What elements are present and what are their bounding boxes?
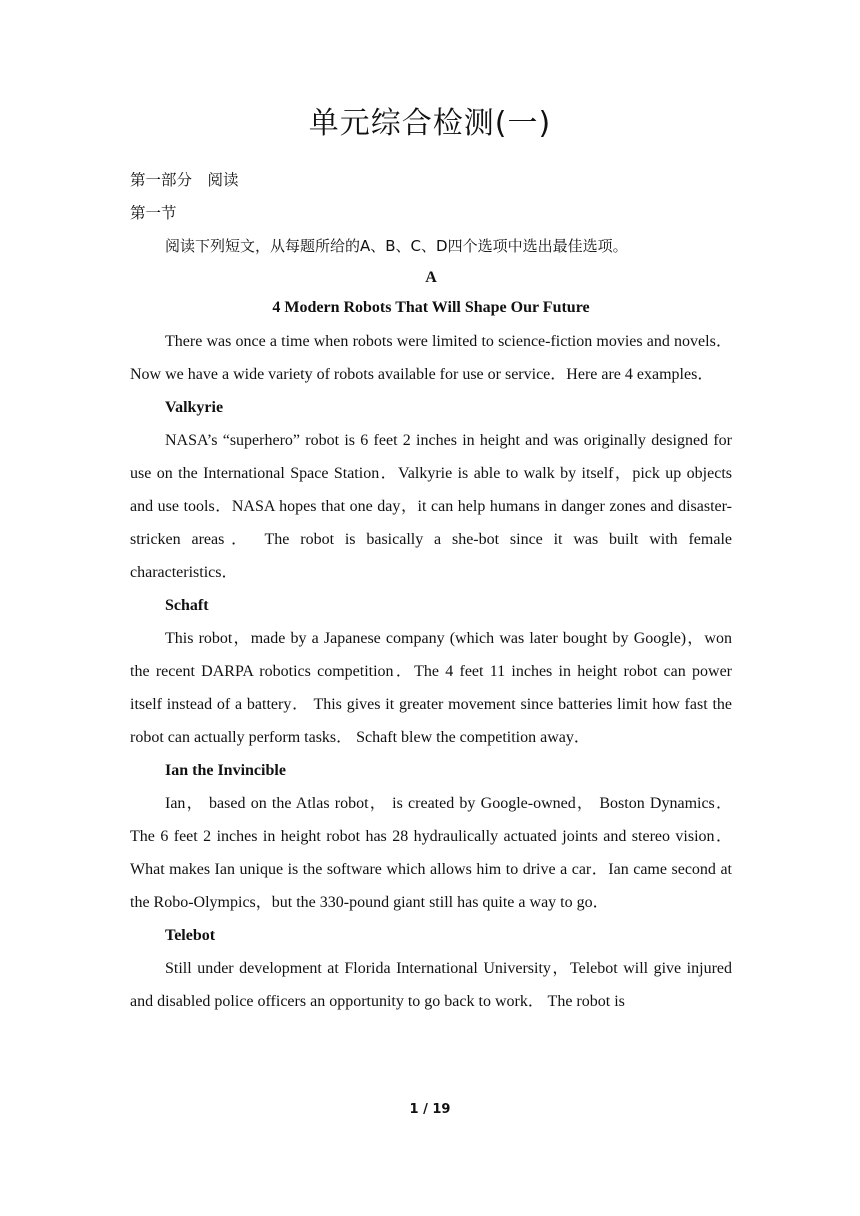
passage-title: 4 Modern Robots That Will Shape Our Future <box>272 299 590 316</box>
passage-letter: A <box>425 269 437 286</box>
section-sub-heading: 第一节 <box>130 204 177 222</box>
robot-paragraph-valkyrie: NASA’s “superhero” robot is 6 feet 2 inches in height and was originally designed for use on the International Space Station．Valkyrie is able to walk by itself，pick up objects and use tools．NASA hopes that one day，it can help humans in danger zones and disaster-stricken areas． The robot is basically a she-bot since it was built with female characteristics． <box>130 432 732 581</box>
robot-heading-telebot: Telebot <box>165 927 216 944</box>
passage-intro-paragraph: There was once a time when robots were limited to science-fiction movies and novels．Now we have a wide variety of robots available for use or service．Here are 4 examples． <box>130 333 732 383</box>
document-body <box>130 164 732 1018</box>
reading-instruction: 阅读下列短文，从每题所给的A、B、C、D四个选项中选出最佳选项。 <box>165 237 628 255</box>
page-number: 1 / 19 <box>409 1102 451 1117</box>
robot-heading-schaft: Schaft <box>165 597 209 614</box>
robot-paragraph-ian: Ian， based on the Atlas robot， is created by Google-owned， Boston Dynamics．The 6 feet 2 inches in height robot has 28 hydraulically actuated joints and stereo vision． What makes Ian unique is the software which allows him to drive a car．Ian came second at the Robo-Olympics，but the 330-pound giant still has quite a way to go． <box>130 795 732 911</box>
robot-paragraph-schaft: This robot，made by a Japanese company (which was later bought by Google)，won the recent DARPA robotics competition．The 4 feet 11 inches in height robot can power itself instead of a battery． This gives it greater movement since batteries limit how fast the robot can actually perform tasks． Schaft blew the competition away． <box>130 630 732 746</box>
robot-heading-valkyrie: Valkyrie <box>165 399 224 416</box>
robot-paragraph-telebot: Still under development at Florida International University，Telebot will give injured and disabled police officers an opportunity to go back to work． The robot is <box>130 960 732 1010</box>
document-title: 单元综合检测(一) <box>308 106 552 141</box>
section-part-heading: 第一部分 阅读 <box>130 171 239 189</box>
robot-heading-ian: Ian the Invincible <box>165 762 286 779</box>
